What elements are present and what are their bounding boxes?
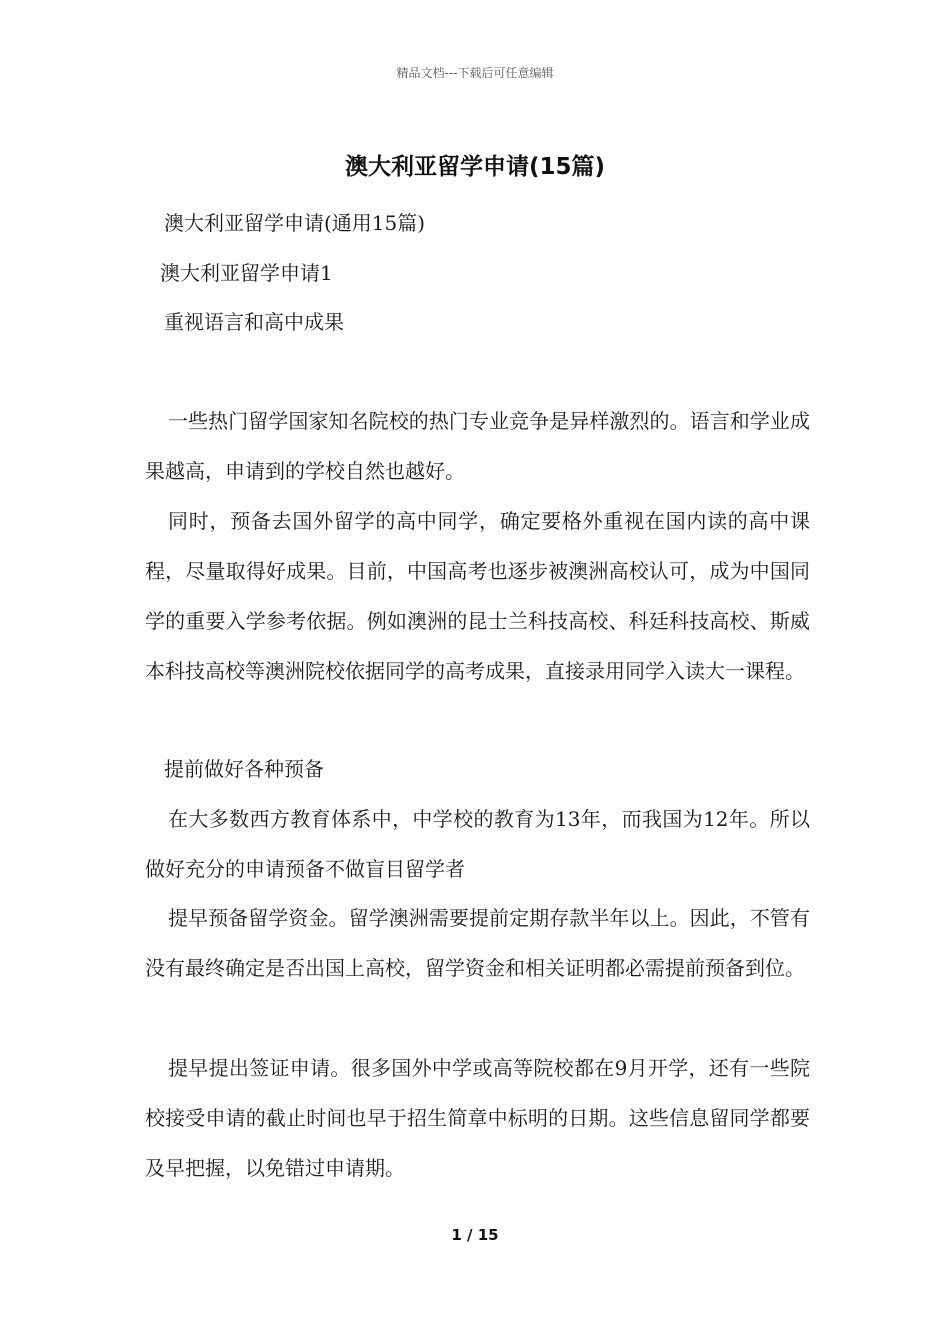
page-header: 精品文档---下载后可任意编辑 <box>396 66 554 80</box>
subheading-language: 重视语言和高中成果 <box>164 310 344 334</box>
subheading-prepare: 提前做好各种预备 <box>164 757 324 781</box>
paragraph: 提早提出签证申请。很多国外中学或高等院校都在9月开学，还有一些院校接受申请的截止时间也早于招生简章中标明的日期。这些信息留同学都要及早把握，以免错过申请期。 <box>145 1056 810 1180</box>
section-heading: 澳大利亚留学申请1 <box>160 261 333 285</box>
paragraph: 同时，预备去国外留学的高中同学，确定要格外重视在国内读的高中课程，尽量取得好成果。目前，中国高考也逐步被澳洲高校认可，成为中国同学的重要入学参考依据。例如澳洲的昆士兰科技高校、科廷科技高校、斯威本科技高校等澳洲院校依据同学的高考成果，直接录用同学入读大一课程。 <box>145 509 810 683</box>
paragraph: 一些热门留学国家知名院校的热门专业竞争是异样激烈的。语言和学业成果越高，申请到的学校自然也越好。 <box>145 409 810 483</box>
paragraph: 提早预备留学资金。留学澳洲需要提前定期存款半年以上。因此，不管有没有最终确定是否出国上高校，留学资金和相关证明都必需提前预备到位。 <box>145 906 810 980</box>
page-number: 1 / 15 <box>451 1226 499 1244</box>
document-subtitle: 澳大利亚留学申请(通用15篇) <box>164 211 426 235</box>
document-title: 澳大利亚留学申请(15篇) <box>344 154 606 180</box>
paragraph: 在大多数西方教育体系中，中学校的教育为13年，而我国为12年。所以做好充分的申请预备不做盲目留学者 <box>145 807 810 881</box>
